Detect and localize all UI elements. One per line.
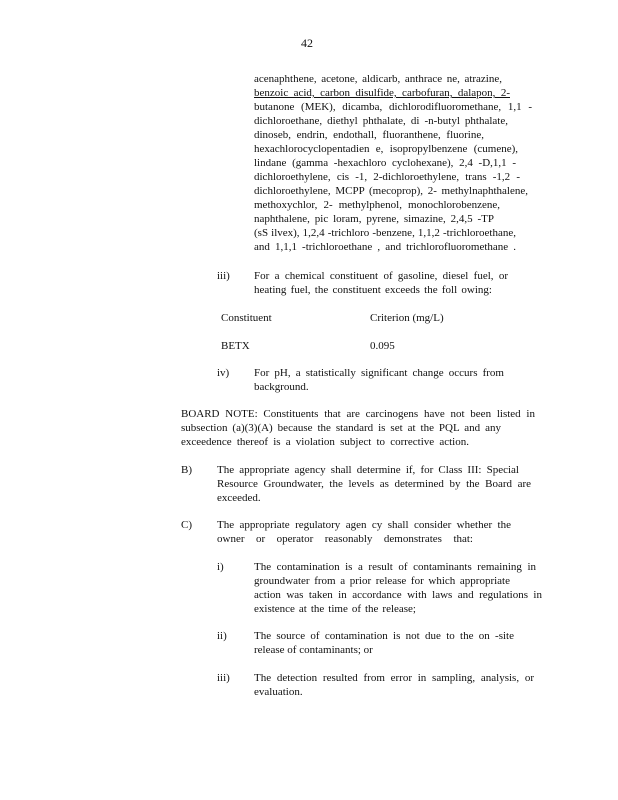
chemical-list-line: lindane (gamma -hexachloro cyclohexane), 2,4 -D,1,1 - (254, 157, 516, 169)
item-text-line: The appropriate agency shall determine if, for Class III: Special (217, 464, 519, 476)
chemical-list-line: methoxychlor, 2- methylphenol, monochlorobenzene, (254, 199, 500, 211)
chemical-list-line: dichloroethane, diethyl phthalate, di -n-butyl phthalate, (254, 115, 508, 127)
item-marker: iv) (217, 367, 230, 379)
chemical-list-line: hexachlorocyclopentadien e, isopropylbenzene (cumene), (254, 143, 518, 155)
item-marker: C) (181, 519, 192, 531)
chemical-list-line: and 1,1,1 -trichloroethane , and trichlorofluoromethane . (254, 241, 516, 253)
chemical-list-line: acenaphthene, acetone, aldicarb, anthrace ne, atrazine, (254, 73, 502, 85)
chemical-list-line: benzoic acid, carbon disulfide, carbofuran, dalapon, 2- (254, 87, 510, 99)
item-text-line: For a chemical constituent of gasoline, diesel fuel, or (254, 270, 508, 282)
item-text-line: The detection resulted from error in sampling, analysis, or (254, 672, 534, 684)
table-cell-constituent: BETX (221, 340, 250, 352)
item-text-line: The contamination is a result of contaminants remaining in (254, 561, 536, 573)
item-marker: i) (217, 561, 224, 573)
item-text-line: The source of contamination is not due to the on -site (254, 630, 514, 642)
item-text-line: release of contaminants; or (254, 644, 373, 656)
item-text-line: owner or operator reasonably demonstrates that: (217, 533, 473, 545)
board-note-line: exceedence thereof is a violation subject to corrective action. (181, 436, 469, 448)
item-text-line: groundwater from a prior release for which appropriate (254, 575, 510, 587)
page-number: 42 (301, 36, 313, 50)
board-note-line: subsection (a)(3)(A) because the standard is set at the PQL and any (181, 422, 501, 434)
item-text-line: For pH, a statistically significant change occurs from (254, 367, 504, 379)
item-text-line: Resource Groundwater, the levels as determined by the Board are (217, 478, 531, 490)
chemical-list-line: (sS ilvex), 1,2,4 -trichloro -benzene, 1,1,2 -trichloroethane, (254, 227, 516, 239)
board-note-line: BOARD NOTE: Constituents that are carcinogens have not been listed in (181, 408, 535, 420)
table-header-criterion: Criterion (mg/L) (370, 312, 444, 324)
item-marker: ii) (217, 630, 227, 642)
chemical-list-line: dinoseb, endrin, endothall, fluoranthene, fluorine, (254, 129, 484, 141)
item-text-line: existence at the time of the release; (254, 603, 416, 615)
item-text-line: background. (254, 381, 309, 393)
chemical-list-line: butanone (MEK), dicamba, dichlorodifluoromethane, 1,1 - (254, 101, 532, 113)
item-text-line: evaluation. (254, 686, 303, 698)
table-cell-criterion: 0.095 (370, 340, 395, 352)
chemical-list-line: dichloroethylene, cis -1, 2-dichloroethylene, trans -1,2 - (254, 171, 520, 183)
item-marker: iii) (217, 672, 230, 684)
chemical-list-line: dichloroethylene, MCPP (mecoprop), 2- methylnaphthalene, (254, 185, 528, 197)
item-text-line: The appropriate regulatory agen cy shall consider whether the (217, 519, 511, 531)
item-marker: iii) (217, 270, 230, 282)
item-text-line: action was taken in accordance with laws and regulations in (254, 589, 542, 601)
item-text-line: exceeded. (217, 492, 261, 504)
chemical-list-line: naphthalene, pic loram, pyrene, simazine, 2,4,5 -TP (254, 213, 494, 225)
item-text-line: heating fuel, the constituent exceeds the foll owing: (254, 284, 492, 296)
table-header-constituent: Constituent (221, 312, 272, 324)
item-marker: B) (181, 464, 192, 476)
